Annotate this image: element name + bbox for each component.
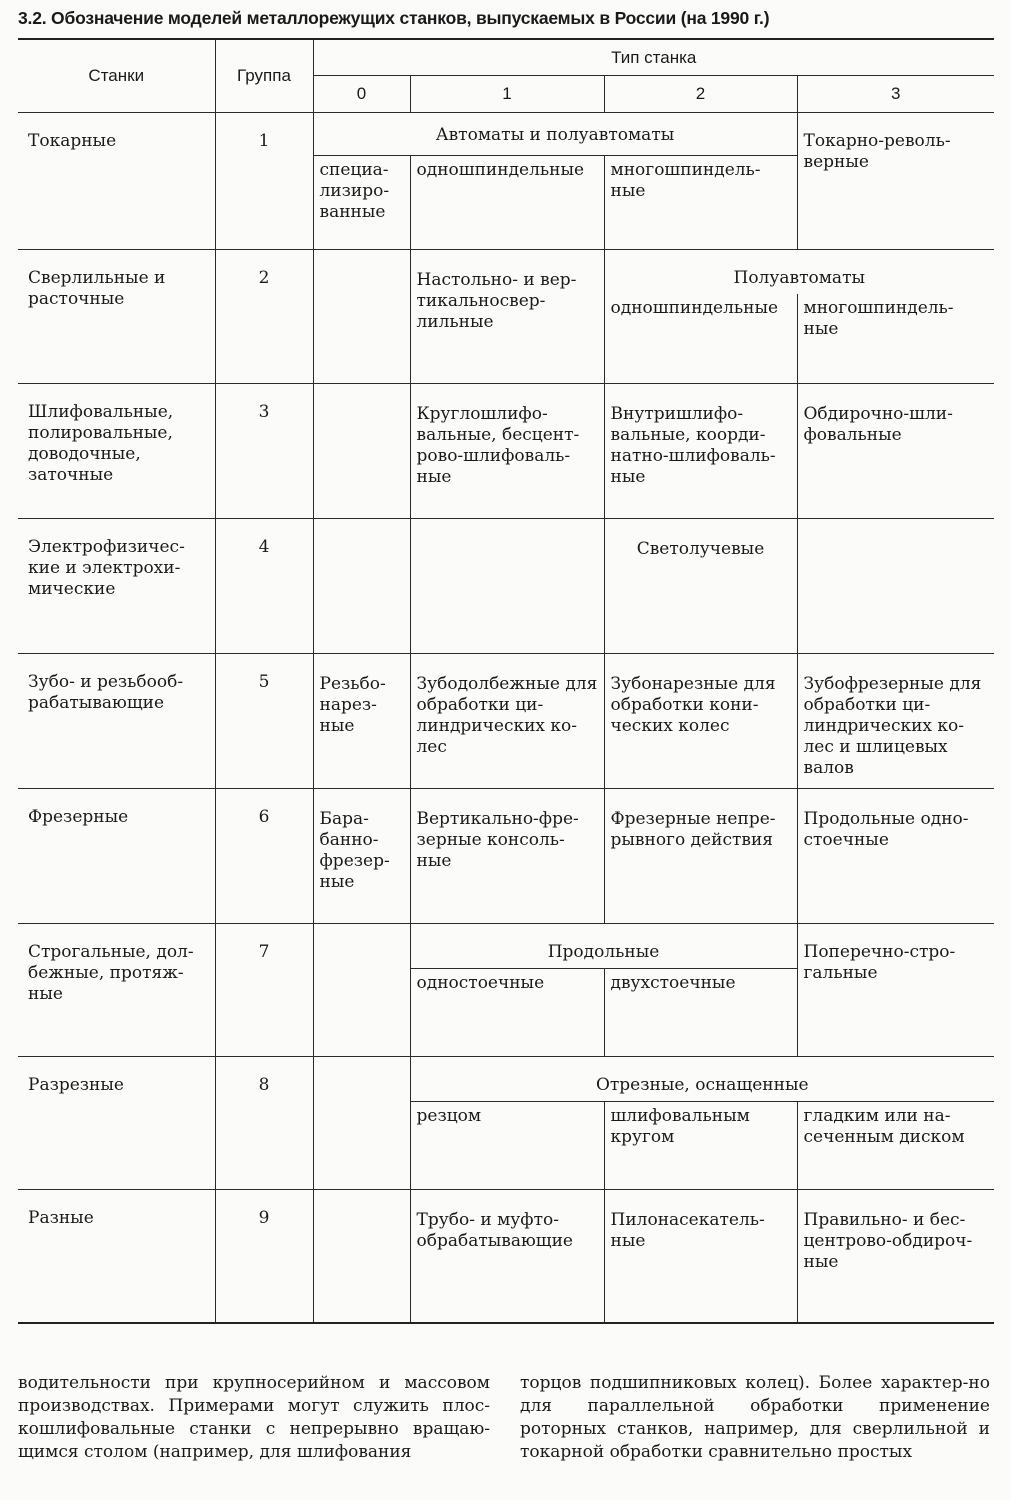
row6-type0: Бара-банно-фрезер-ные	[313, 789, 410, 924]
row2-type1: Настольно- и вер-тикальносвер-лильные	[410, 249, 604, 384]
row-group-3: 3	[215, 384, 313, 519]
row7-type2: двухстоечные	[604, 969, 797, 1057]
row4-type3	[797, 519, 994, 654]
header-type: Тип станка	[313, 39, 994, 75]
row-group-7: 7	[215, 924, 313, 1057]
header-type-1: 1	[410, 75, 604, 112]
row9-type2: Пилонасекатель-ные	[604, 1190, 797, 1323]
row2-type3: многошпиндель-ные	[797, 294, 994, 384]
row2-type0	[313, 249, 410, 384]
row-name-3: Шлифовальные, полировальные, доводочные, заточные	[18, 384, 215, 519]
machine-designation-table	[18, 38, 994, 1324]
row3-type1: Круглошлифо-вальные, бесцент-рово-шлифоваль-ные	[410, 384, 604, 519]
row8-type0	[313, 1057, 410, 1190]
row-group-2: 2	[215, 249, 313, 384]
row-group-1: 1	[215, 112, 313, 249]
row6-type3: Продольные одно-стоечные	[797, 789, 994, 924]
row1-span-header: Автоматы и полуавтоматы	[313, 112, 797, 155]
row-name-1: Токарные	[18, 112, 215, 249]
header-type-2: 2	[604, 75, 797, 112]
row9-type3: Правильно- и бес-центрово-обдироч-ные	[797, 1190, 994, 1323]
row6-type2: Фрезерные непре-рывного действия	[604, 789, 797, 924]
row3-type0	[313, 384, 410, 519]
row-name-4: Электрофизичес-кие и электрохи-мические	[18, 519, 215, 654]
row8-span-header: Отрезные, оснащенные	[410, 1057, 994, 1102]
row3-type3: Обдирочно-шли-фовальные	[797, 384, 994, 519]
row8-type3: гладким или на-сеченным диском	[797, 1102, 994, 1190]
row9-type0	[313, 1190, 410, 1323]
row4-type1	[410, 519, 604, 654]
row7-type1: одностоечные	[410, 969, 604, 1057]
row1-type3: Токарно-револь-верные	[797, 112, 994, 249]
row-name-6: Фрезерные	[18, 789, 215, 924]
body-text-right: торцов подшипниковых колец). Более характер-но для параллельной обработки применение роторных станков, например, для сверлильной и токарной обработки сравнительно простых	[520, 1373, 990, 1462]
row-group-9: 9	[215, 1190, 313, 1323]
row5-type2: Зубонарезные для обработки кони-ческих колес	[604, 654, 797, 789]
row4-type0	[313, 519, 410, 654]
row7-span-header: Продольные	[410, 924, 797, 969]
row5-type0: Резьбо-нарез-ные	[313, 654, 410, 789]
row-name-9: Разные	[18, 1190, 215, 1323]
row9-type1: Трубо- и муфто-обрабатывающие	[410, 1190, 604, 1323]
row1-type0: специа-лизиро-ванные	[313, 155, 410, 249]
row-group-6: 6	[215, 789, 313, 924]
table-title: 3.2. Обозначение моделей металлорежущих станков, выпускаемых в России (на 1990 г.)	[18, 8, 770, 28]
row-name-8: Разрезные	[18, 1057, 215, 1190]
row4-type2: Светолучевые	[604, 519, 797, 654]
row-name-2: Сверлильные и расточные	[18, 249, 215, 384]
row2-type2: одношпиндельные	[604, 294, 797, 384]
header-group: Группа	[215, 39, 313, 112]
header-machines: Станки	[18, 39, 215, 112]
row1-type2: многошпиндель-ные	[604, 155, 797, 249]
row-name-5: Зубо- и резьбооб-рабатывающие	[18, 654, 215, 789]
row7-type3: Поперечно-стро-гальные	[797, 924, 994, 1057]
row5-type3: Зубофрезерные для обработки ци-линдрических ко-лес и шлицевых валов	[797, 654, 994, 789]
row5-type1: Зубодолбежные для обработки ци-линдрических ко-лес	[410, 654, 604, 789]
header-type-3: 3	[797, 75, 994, 112]
row-group-5: 5	[215, 654, 313, 789]
row6-type1: Вертикально-фре-зерные консоль-ные	[410, 789, 604, 924]
row-group-8: 8	[215, 1057, 313, 1190]
row8-type2: шлифовальным кругом	[604, 1102, 797, 1190]
header-type-0: 0	[313, 75, 410, 112]
row8-type1: резцом	[410, 1102, 604, 1190]
row2-span-header: Полуавтоматы	[604, 249, 994, 294]
row7-type0	[313, 924, 410, 1057]
row1-type1: одношпиндельные	[410, 155, 604, 249]
row3-type2: Внутришлифо-вальные, коорди-натно-шлифоваль-ные	[604, 384, 797, 519]
body-text-left: водительности при крупносерийном и массовом производствах. Примерами могут служить плос-кошлифовальные станки с непрерывно вращаю-щимся столом (например, для шлифования	[18, 1373, 490, 1462]
row-group-4: 4	[215, 519, 313, 654]
row-name-7: Строгальные, дол-бежные, протяж-ные	[18, 924, 215, 1057]
